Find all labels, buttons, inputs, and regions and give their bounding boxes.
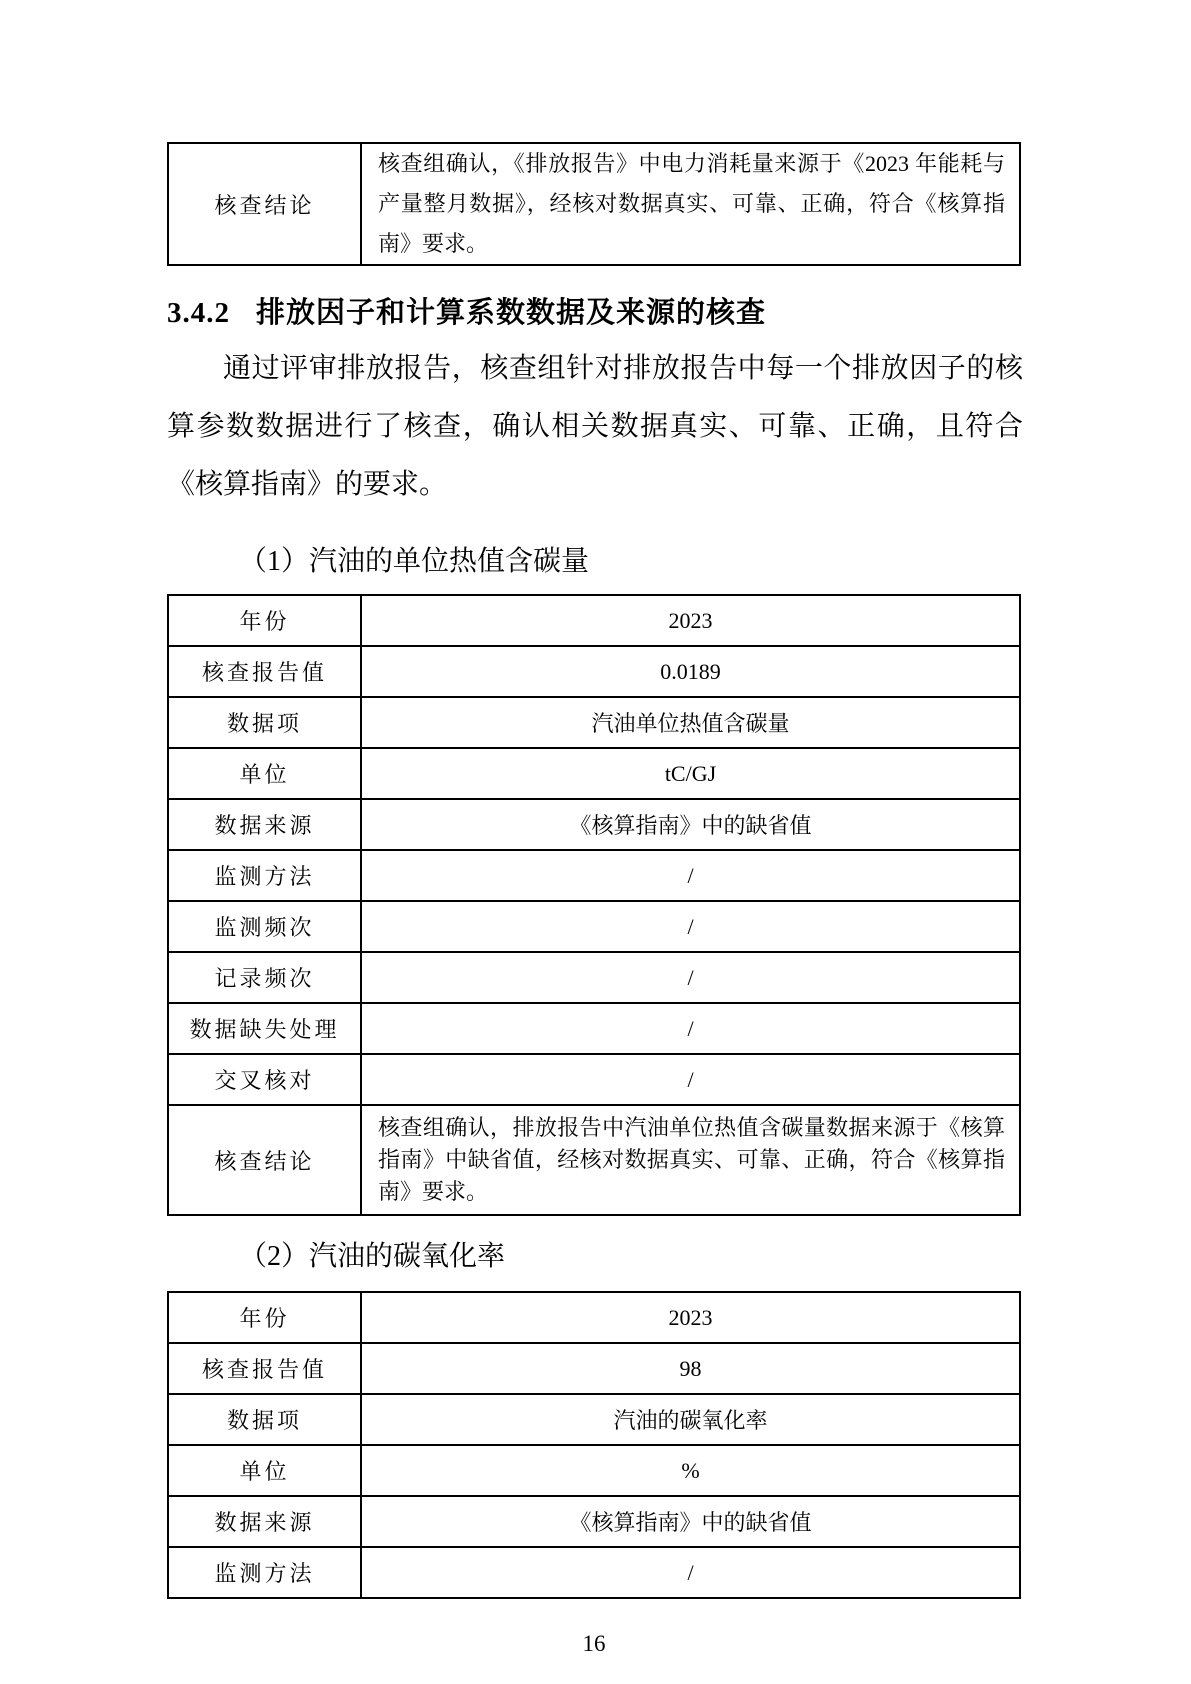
table-row — [168, 646, 1020, 697]
row-value-cell: / — [361, 901, 1020, 952]
gasoline-oxidation-rate-table-block — [167, 1291, 1023, 1599]
row-label-cell: 年份 — [168, 1292, 361, 1343]
row-value-cell: 98 — [361, 1343, 1020, 1394]
row-value-cell: / — [361, 1003, 1020, 1054]
row-value-cell: 核查组确认，《排放报告》中电力消耗量来源于《2023 年能耗与产量整月数据》，经核对数据真实、可靠、正确，符合《核算指南》要求。 — [361, 143, 1020, 265]
row-value-cell: 汽油的碳氧化率 — [361, 1394, 1020, 1445]
table-row — [168, 1445, 1020, 1496]
table-row — [168, 850, 1020, 901]
table-row — [168, 1003, 1020, 1054]
table-row — [168, 799, 1020, 850]
gasoline-oxidation-rate-table — [167, 1291, 1021, 1599]
table-row — [168, 1496, 1020, 1547]
table-row — [168, 595, 1020, 646]
row-label-cell: 单位 — [168, 1445, 361, 1496]
section-number: 3.4.2 — [167, 297, 230, 329]
row-label-cell: 数据来源 — [168, 799, 361, 850]
row-value-cell: / — [361, 952, 1020, 1003]
section-title: 排放因子和计算系数数据及来源的核查 — [256, 297, 767, 329]
table-row — [168, 1054, 1020, 1105]
row-label-cell: 数据来源 — [168, 1496, 361, 1547]
electricity-conclusion-table — [167, 142, 1021, 266]
row-value-cell: 《核算指南》中的缺省值 — [361, 1496, 1020, 1547]
table-row — [168, 1343, 1020, 1394]
row-value-cell: / — [361, 1054, 1020, 1105]
row-label-cell: 数据缺失处理 — [168, 1003, 361, 1054]
row-label-cell: 数据项 — [168, 1394, 361, 1445]
subsection-2-heading: （2）汽油的碳氧化率 — [239, 1241, 506, 1272]
section-paragraph: 通过评审排放报告，核查组针对排放报告中每一个排放因子的核算参数数据进行了核查，确认相关数据真实、可靠、正确，且符合《核算指南》的要求。 — [167, 353, 1023, 500]
page-content — [167, 0, 1023, 1657]
row-label-cell: 交叉核对 — [168, 1054, 361, 1105]
verification-conclusion-table-fragment — [167, 0, 1023, 266]
table-row — [168, 1547, 1020, 1598]
row-value-cell: / — [361, 850, 1020, 901]
table-row — [168, 1394, 1020, 1445]
table-row — [168, 1105, 1020, 1215]
row-label-cell: 数据项 — [168, 697, 361, 748]
row-label-cell: 核查报告值 — [168, 1343, 361, 1394]
row-label-cell: 核查结论 — [168, 1105, 361, 1215]
row-label-cell: 监测方法 — [168, 850, 361, 901]
row-value-cell: 核查组确认，排放报告中汽油单位热值含碳量数据来源于《核算指南》中缺省值，经核对数据真实、可靠、正确，符合《核算指南》要求。 — [361, 1105, 1020, 1215]
gasoline-heat-carbon-table-block — [167, 594, 1023, 1216]
table-row — [168, 748, 1020, 799]
table-row — [168, 952, 1020, 1003]
row-value-cell: 《核算指南》中的缺省值 — [361, 799, 1020, 850]
row-label-cell: 记录频次 — [168, 952, 361, 1003]
row-label-cell: 监测方法 — [168, 1547, 361, 1598]
table-row — [168, 1292, 1020, 1343]
row-value-cell: 2023 — [361, 1292, 1020, 1343]
page-number: 16 — [582, 1631, 606, 1656]
row-value-cell: / — [361, 1547, 1020, 1598]
row-value-cell: 汽油单位热值含碳量 — [361, 697, 1020, 748]
table-row — [168, 697, 1020, 748]
row-value-cell: tC/GJ — [361, 748, 1020, 799]
subsection-1-heading: （1）汽油的单位热值含碳量 — [239, 546, 590, 577]
row-value-cell: % — [361, 1445, 1020, 1496]
row-label-cell: 年份 — [168, 595, 361, 646]
table-row — [168, 143, 1020, 265]
row-value-cell: 2023 — [361, 595, 1020, 646]
row-label-cell: 核查报告值 — [168, 646, 361, 697]
section-heading — [167, 290, 1023, 331]
row-label-cell: 核查结论 — [168, 143, 361, 265]
row-label-cell: 监测频次 — [168, 901, 361, 952]
gasoline-heat-carbon-table — [167, 594, 1021, 1216]
row-label-cell: 单位 — [168, 748, 361, 799]
table-row — [168, 901, 1020, 952]
row-value-cell: 0.0189 — [361, 646, 1020, 697]
